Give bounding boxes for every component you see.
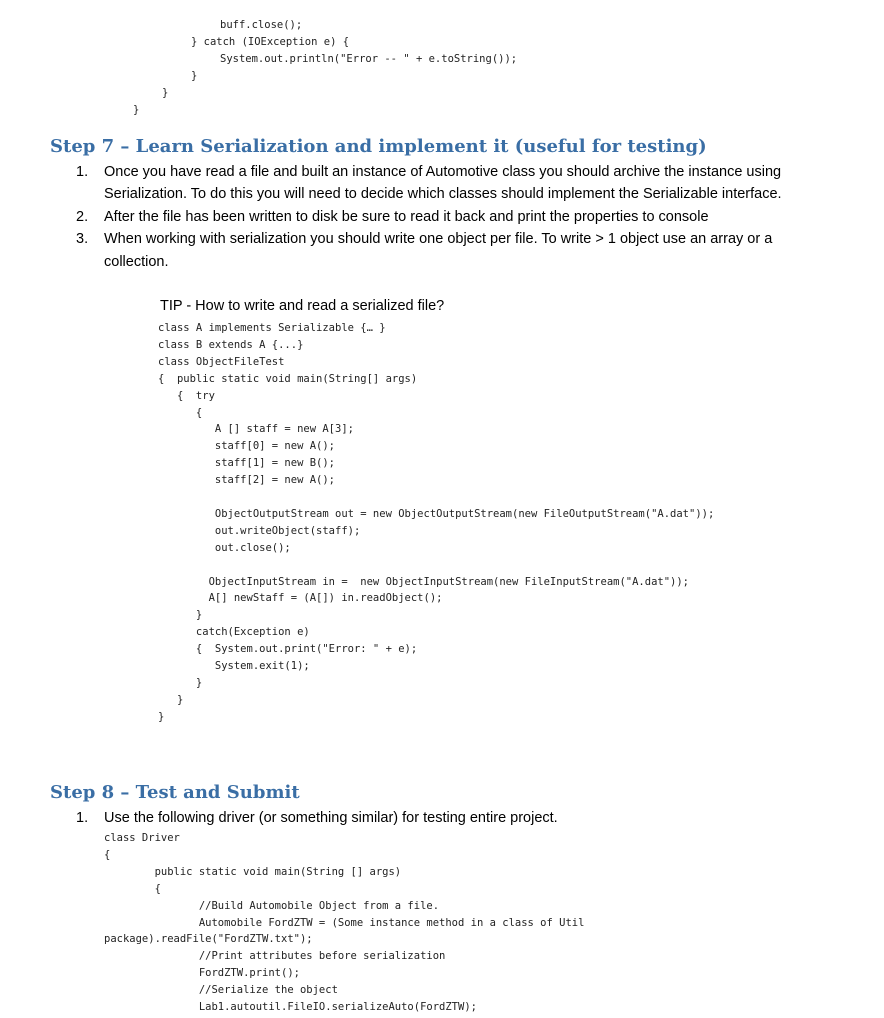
code-line: class B extends A {...} <box>158 338 304 351</box>
code-line: staff[0] = new A(); <box>158 440 336 453</box>
code-line: } <box>158 609 203 622</box>
code-line: buff.close(); <box>220 19 303 31</box>
code-line: Lab1.autoutil.FileIO.serializeAuto(FordZTW); <box>104 1001 477 1013</box>
code-line: package).readFile("FordZTW.txt"); <box>104 933 313 946</box>
tip-title: TIP - How to write and read a serialized file? <box>160 298 445 314</box>
code-line: { <box>158 406 203 419</box>
code-line: } <box>158 710 165 723</box>
code-line: Automobile FordZTW = (Some instance method in a class of Util <box>104 916 585 929</box>
code-line: FordZTW.print(); <box>104 967 300 980</box>
step8-item-1-number: 1. <box>76 810 89 826</box>
step7-item-1-number: 1. <box>76 164 89 180</box>
step7-heading: Step 7 – Learn Serialization and implement it (useful for testing) <box>50 136 707 157</box>
code-line: } <box>158 693 184 706</box>
code-line: catch(Exception e) <box>158 626 310 639</box>
code-line: public static void main(String [] args) <box>104 865 402 878</box>
code-line: } <box>158 676 203 689</box>
code-line: //Build Automobile Object from a file. <box>104 899 440 912</box>
step7-item-1-line-1: Once you have read a file and built an instance of Automotive class you should archive the instance using <box>104 164 782 180</box>
code-line: } <box>162 87 169 99</box>
code-line: //Serialize the object <box>104 984 338 997</box>
code-line: class ObjectFileTest <box>158 355 285 368</box>
step8-item-1-text: Use the following driver (or something similar) for testing entire project. <box>104 810 558 826</box>
code-line: class A implements Serializable {… } <box>158 322 386 334</box>
code-line: { try <box>158 389 215 402</box>
step7-item-2-line-1: After the file has been written to disk be sure to read it back and print the properties to console <box>104 209 709 225</box>
code-line: { <box>104 882 161 895</box>
code-line: ObjectInputStream in = new ObjectInputStream(new FileInputStream("A.dat")); <box>158 575 690 588</box>
code-line: out.writeObject(staff); <box>158 524 361 537</box>
step8-heading: Step 8 – Test and Submit <box>50 782 300 803</box>
step7-item-3-number: 3. <box>76 231 89 247</box>
code-line: ObjectOutputStream out = new ObjectOutputStream(new FileOutputStream("A.dat")); <box>158 507 715 520</box>
code-line: //Print attributes before serialization <box>104 950 446 963</box>
code-line: } catch (IOException e) { <box>191 36 350 48</box>
code-line: staff[1] = new B(); <box>158 457 336 470</box>
step7-item-1-line-2: Serialization. To do this you will need to decide which classes should implement the Serializable interface. <box>104 186 782 202</box>
code-line: A [] staff = new A[3]; <box>158 423 354 436</box>
step7-item-3-line-1: When working with serialization you should write one object per file. To write > 1 object use an array or a <box>104 231 773 247</box>
code-line: { public static void main(String[] args) <box>158 372 418 385</box>
code-line: } <box>191 70 198 82</box>
step7-item-2-number: 2. <box>76 209 89 225</box>
code-line: out.close(); <box>158 541 291 554</box>
code-line: A[] newStaff = (A[]) in.readObject(); <box>158 592 443 605</box>
code-line: } <box>133 104 140 116</box>
code-line: staff[2] = new A(); <box>158 474 336 487</box>
code-line: System.out.println("Error -- " + e.toString()); <box>220 53 518 65</box>
code-line: { <box>104 848 111 861</box>
code-line: class Driver <box>104 832 180 844</box>
code-line: System.exit(1); <box>158 660 310 672</box>
code-line: { System.out.print("Error: " + e); <box>158 643 418 656</box>
step7-item-3-line-2: collection. <box>104 254 169 270</box>
